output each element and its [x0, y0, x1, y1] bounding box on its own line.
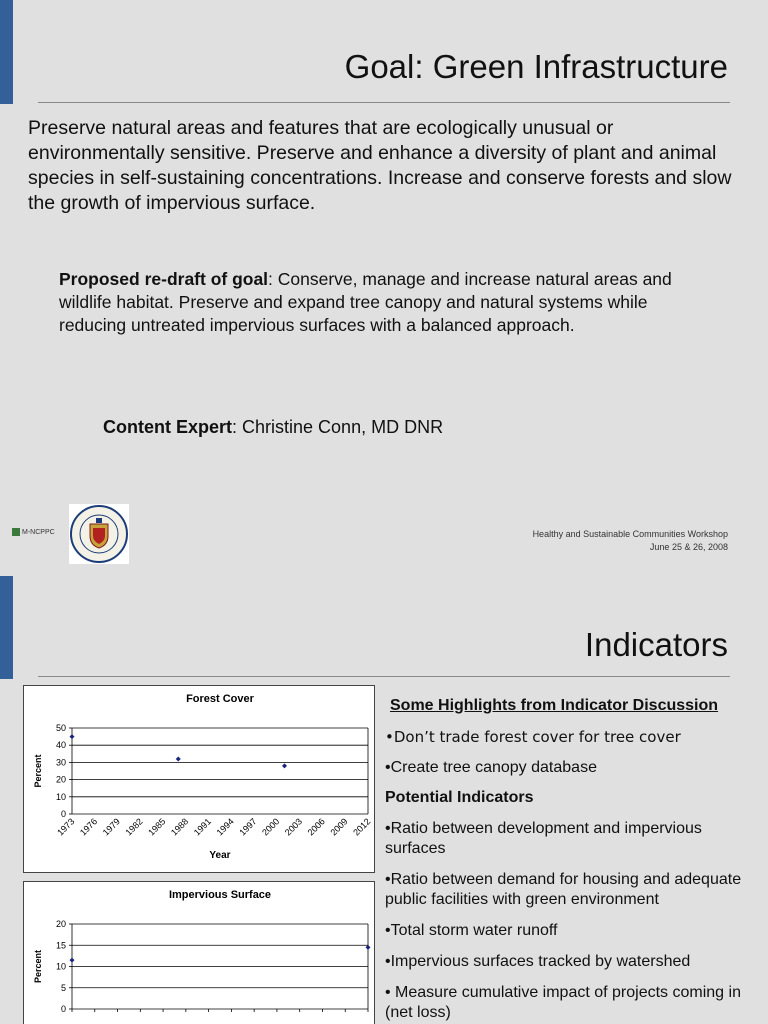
x-tick-label: 1985	[146, 816, 168, 838]
workshop-date: June 25 & 26, 2008	[649, 542, 728, 552]
y-tick-label: 15	[55, 940, 66, 951]
workshop-info	[533, 528, 728, 554]
y-axis-label: Percent	[33, 949, 43, 984]
accent-bar	[0, 0, 13, 104]
highlight-item: •Create tree canopy database	[385, 759, 597, 776]
data-point	[282, 763, 287, 768]
slide-title: Goal: Green Infrastructure	[344, 48, 728, 85]
x-tick-label: 2000	[260, 816, 282, 838]
redraft-text: : Conserve, manage and increase natural areas and wildlife habitat. Preserve and expand tree canopy and natural systems while reducing untreated impervious surfaces with a balanced approach.	[59, 269, 672, 335]
y-tick-label: 0	[60, 1004, 66, 1014]
y-tick-label: 0	[60, 809, 66, 819]
y-axis-label: Percent	[33, 754, 43, 788]
montgomery-county-seal-icon	[69, 504, 129, 564]
accent-bar	[0, 576, 13, 679]
highlight-item: •Don’t trade forest cover for tree cover	[385, 728, 681, 746]
expert-text: : Christine Conn, MD DNR	[232, 417, 444, 437]
impervious-surface-chart	[23, 881, 375, 1024]
y-tick-label: 20	[55, 774, 66, 785]
y-tick-label: 50	[55, 723, 66, 733]
x-tick-label: 2006	[305, 816, 327, 838]
potential-item: • Measure cumulative impact of projects coming in (net loss)	[385, 984, 741, 1021]
x-tick-label: 1973	[55, 816, 77, 838]
y-tick-label: 10	[55, 791, 66, 802]
x-tick-label: 1991	[191, 816, 214, 838]
potential-heading: Potential Indicators	[385, 789, 534, 806]
mncppc-logo	[12, 528, 55, 536]
x-tick-label: 1994	[214, 816, 236, 838]
y-tick-label: 10	[55, 961, 66, 972]
x-tick-label: 1982	[123, 816, 145, 838]
redraft-paragraph	[59, 268, 699, 337]
potential-item: •Total storm water runoff	[385, 922, 558, 939]
potential-item: •Ratio between demand for housing and adequate public facilities with green environment	[385, 871, 742, 908]
x-tick-label: 2012	[351, 816, 373, 838]
slide-indicators	[0, 576, 768, 1024]
data-point	[176, 756, 181, 761]
mncppc-logo-text: M-NCPPC	[22, 528, 55, 536]
potential-item: •Impervious surfaces tracked by watershed	[385, 953, 691, 970]
title-divider	[38, 676, 730, 677]
data-point	[70, 734, 75, 739]
y-tick-label: 20	[55, 919, 66, 929]
forest-cover-chart-svg	[24, 686, 374, 872]
y-tick-label: 40	[55, 740, 66, 751]
potential-item: •Ratio between development and impervious surfaces	[385, 820, 702, 857]
y-tick-label: 30	[55, 757, 66, 768]
slide-title: Indicators	[584, 626, 728, 663]
redraft-label: Proposed re-draft of goal	[59, 269, 269, 289]
workshop-name: Healthy and Sustainable Communities Workshop	[532, 529, 728, 539]
forest-cover-chart	[23, 685, 375, 873]
x-tick-label: 1976	[77, 816, 100, 838]
x-axis-label: Year	[209, 850, 231, 861]
chart-title: Forest Cover	[186, 693, 254, 705]
x-tick-label: 1988	[169, 816, 191, 838]
highlights-heading: Some Highlights from Indicator Discussion	[390, 697, 719, 714]
data-point	[70, 958, 75, 963]
content-expert	[103, 417, 443, 438]
title-divider	[38, 102, 730, 103]
x-tick-label: 1979	[100, 816, 122, 838]
goal-text: Preserve natural areas and features that are ecologically unusual or environmentally sensitive. Preserve and enhance a diversity of plant and animal species in self-sustaining concentrations. Increase and conserve forests and slow the growth of impervious surface.	[28, 117, 732, 214]
expert-label: Content Expert	[103, 417, 233, 437]
x-tick-label: 1997	[237, 816, 259, 838]
impervious-surface-chart-svg	[24, 882, 374, 1024]
y-tick-label: 5	[60, 982, 66, 993]
mncppc-logo-icon	[12, 528, 20, 536]
chart-title: Impervious Surface	[168, 889, 272, 901]
x-tick-label: 2009	[328, 816, 350, 838]
x-tick-label: 2003	[282, 816, 305, 838]
